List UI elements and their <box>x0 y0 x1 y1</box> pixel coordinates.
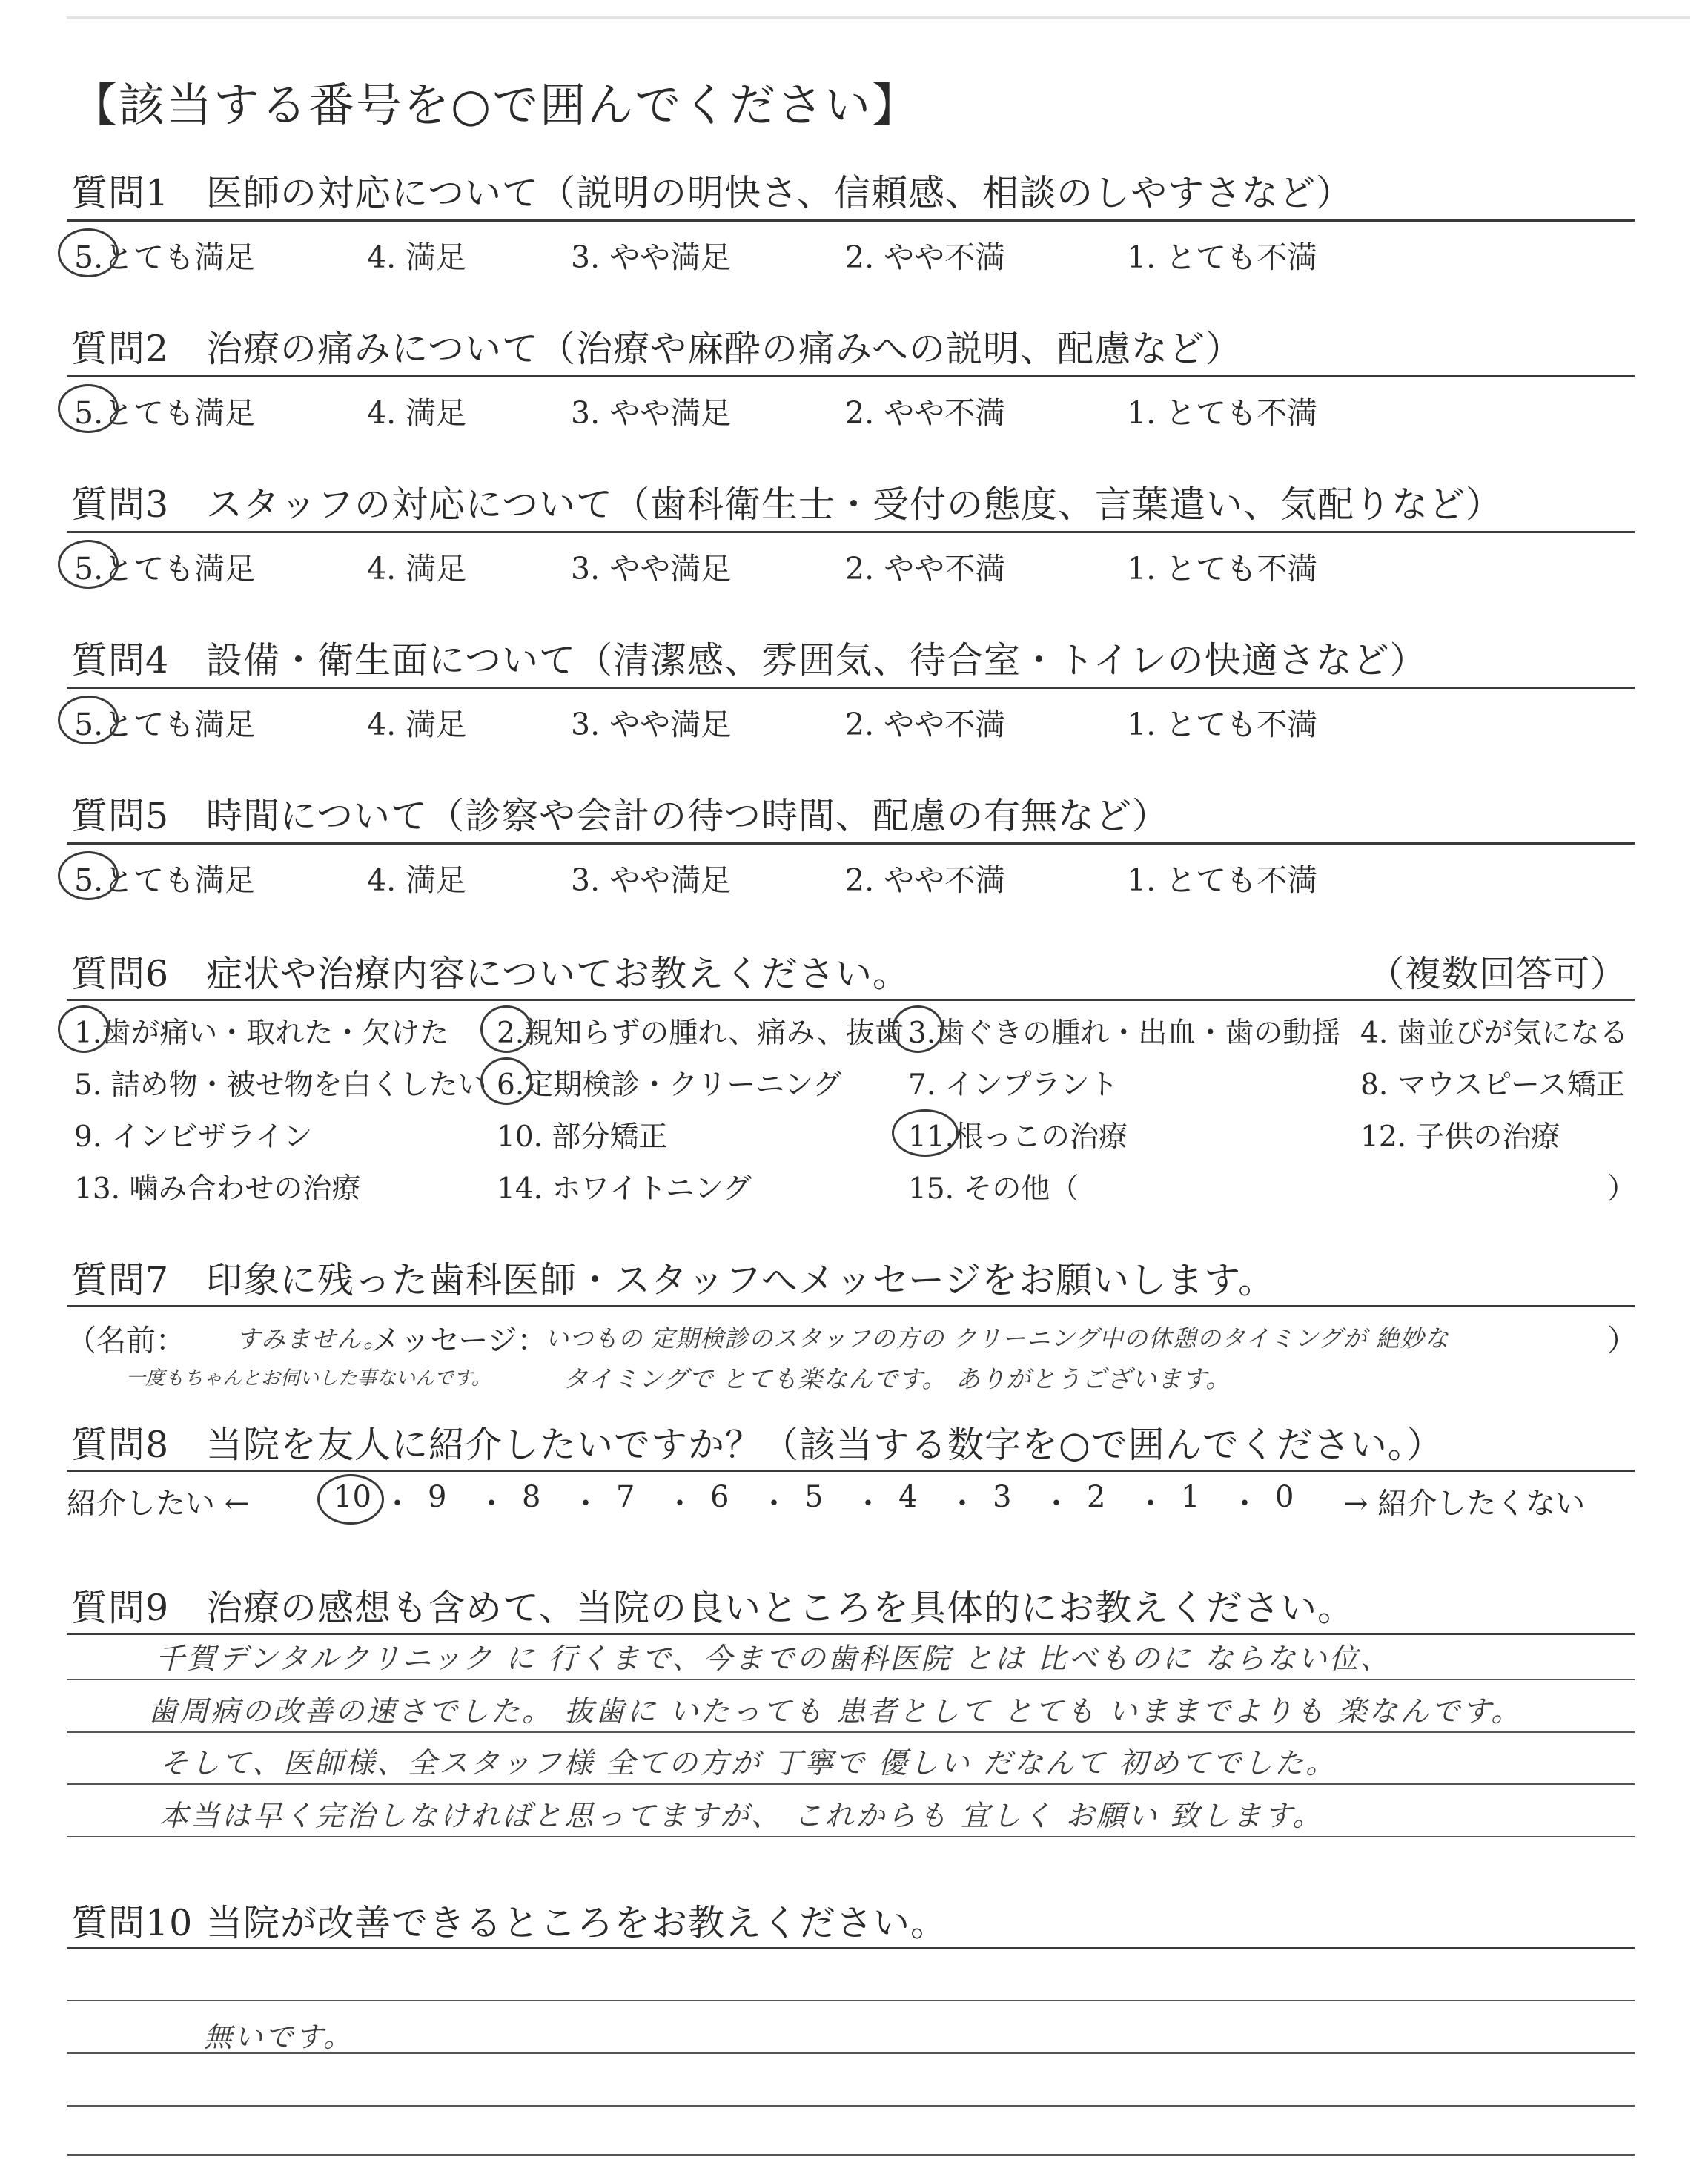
selection-circle <box>892 1005 944 1053</box>
rating-option[interactable]: 5.とても満足 <box>74 551 256 587</box>
name-value[interactable]: すみません。 <box>236 1324 388 1353</box>
symptom-option[interactable]: 14. ホワイトニング <box>497 1172 752 1206</box>
rating-option[interactable]: 2. やや不満 <box>845 707 1006 742</box>
rating-option[interactable]: 3. やや満足 <box>571 551 732 587</box>
question-rule <box>67 1470 1635 1472</box>
recommend-score[interactable]: 8 <box>522 1480 541 1514</box>
recommend-score[interactable]: 6 <box>710 1480 729 1514</box>
selection-circle <box>58 228 119 277</box>
rating-option[interactable]: 1. とても不満 <box>1127 551 1318 587</box>
recommend-score[interactable]: 9 <box>428 1480 447 1514</box>
question-rule <box>67 1633 1635 1635</box>
answer-line-text[interactable]: 千賀デンタルクリニック に 行くまで、今までの歯科医院 とは 比べものに ならない位、 <box>156 1642 1391 1676</box>
symptom-option[interactable]: 7. インプラント <box>908 1069 1119 1102</box>
question-rule <box>67 1305 1635 1307</box>
question-text: 当院を友人に紹介したいですか？（該当する数字を○で囲んでください。） <box>206 1424 1444 1466</box>
question-label: 質問9 <box>71 1587 170 1629</box>
scale-separator: ・ <box>759 1487 789 1521</box>
symptom-option[interactable]: 1.歯が痛い・取れた・欠けた <box>74 1017 449 1050</box>
answer-text[interactable]: 無いです。 <box>204 2021 354 2053</box>
multiple-answer-note: （複数回答可） <box>1368 953 1628 995</box>
rating-option[interactable]: 4. 満足 <box>367 551 467 587</box>
rating-option[interactable]: 5.とても満足 <box>74 707 256 742</box>
rating-option[interactable]: 4. 満足 <box>367 707 467 742</box>
symptom-option[interactable]: 6.定期検診・クリーニング <box>497 1069 842 1102</box>
question-text: 治療の痛みについて（治療や麻酔の痛みへの説明、配慮など） <box>206 328 1243 370</box>
question-label: 質問7 <box>71 1259 170 1301</box>
answer-line-text[interactable]: そして、医師様、全スタッフ様 全ての方が 丁寧で 優しい だなんて 初めてでした。 <box>159 1747 1337 1780</box>
symptom-option[interactable]: 11.根っこの治療 <box>908 1120 1128 1154</box>
question-rule <box>67 531 1635 533</box>
question-label: 質問6 <box>71 953 170 995</box>
scale-separator: ・ <box>571 1487 600 1521</box>
scale-separator: ・ <box>1136 1487 1165 1521</box>
question-rule <box>67 375 1635 377</box>
recommend-left-label: 紹介したい ← <box>67 1487 250 1521</box>
selection-circle <box>58 384 119 433</box>
symptom-option[interactable]: 2.親知らずの腫れ、痛み、抜歯 <box>497 1017 904 1050</box>
message-label: メッセージ： <box>371 1324 547 1358</box>
symptom-option[interactable]: 12. 子供の治療 <box>1360 1120 1560 1154</box>
selection-circle <box>58 1005 110 1053</box>
question-text: 当院が改善できるところをお教えください。 <box>206 1902 948 1944</box>
question-label: 質問3 <box>71 483 170 526</box>
rating-option[interactable]: 1. とても不満 <box>1127 862 1318 898</box>
name-note: 一度もちゃんとお伺いした事ないんです。 <box>126 1367 491 1390</box>
symptom-option[interactable]: 4. 歯並びが気になる <box>1360 1017 1629 1050</box>
question-rule <box>67 999 1635 1001</box>
recommend-score[interactable]: 7 <box>616 1480 635 1514</box>
message-text[interactable]: いつもの 定期検診のスタッフの方の クリーニング中の休憩のタイミングが 絶妙な <box>545 1324 1449 1353</box>
rating-option[interactable]: 1. とても不満 <box>1127 240 1318 275</box>
rating-option[interactable]: 3. やや満足 <box>571 862 732 898</box>
question-text: 印象に残った歯科医師・スタッフへメッセージをお願いします。 <box>206 1259 1276 1301</box>
question-text: スタッフの対応について（歯科衛生士・受付の態度、言葉遣い、気配りなど） <box>206 483 1503 526</box>
rating-option[interactable]: 4. 満足 <box>367 240 467 275</box>
scale-separator: ・ <box>477 1487 506 1521</box>
writing-line <box>67 1836 1635 1837</box>
rating-option[interactable]: 5.とても満足 <box>74 395 256 431</box>
rating-option[interactable]: 1. とても不満 <box>1127 395 1318 431</box>
question-label: 質問8 <box>71 1424 170 1466</box>
scale-separator: ・ <box>1042 1487 1071 1521</box>
rating-option[interactable]: 2. やや不満 <box>845 862 1006 898</box>
rating-option[interactable]: 2. やや不満 <box>845 240 1006 275</box>
question-label: 質問1 <box>71 172 170 214</box>
question-label: 質問10 <box>71 1902 193 1944</box>
scale-separator: ・ <box>947 1487 977 1521</box>
selection-circle <box>58 540 119 589</box>
symptom-option[interactable]: 5. 詰め物・被せ物を白くしたい <box>74 1069 487 1102</box>
rating-option[interactable]: 2. やや不満 <box>845 551 1006 587</box>
writing-line <box>67 2105 1635 2107</box>
selection-circle <box>58 851 119 900</box>
page-title: 【該当する番号を○で囲んでください】 <box>71 78 920 132</box>
question-rule <box>67 842 1635 845</box>
answer-line-text[interactable]: 歯周病の改善の速さでした。 抜歯に いたっても 患者として とても いままでよりも 楽なんです。 <box>148 1695 1523 1728</box>
question-text: 医師の対応について（説明の明快さ、信頼感、相談のしやすさなど） <box>206 172 1354 214</box>
selection-circle <box>58 696 119 744</box>
writing-line <box>67 1731 1635 1733</box>
recommend-score[interactable]: 3 <box>993 1480 1012 1514</box>
question-text: 症状や治療内容についてお教えください。 <box>206 953 910 995</box>
question-label: 質問2 <box>71 328 170 370</box>
scale-separator: ・ <box>383 1487 412 1521</box>
symptom-option[interactable]: 8. マウスピース矯正 <box>1360 1069 1625 1102</box>
recommend-score[interactable]: 4 <box>898 1480 918 1514</box>
name-label: （名前： <box>67 1324 185 1358</box>
rating-option[interactable]: 2. やや不満 <box>845 395 1006 431</box>
symptom-option[interactable]: 3.歯ぐきの腫れ・出血・歯の動揺 <box>908 1017 1341 1050</box>
question-text: 設備・衛生面について（清潔感、雰囲気、待合室・トイレの快適さなど） <box>206 639 1427 681</box>
writing-line <box>67 1783 1635 1785</box>
selection-circle <box>480 1005 532 1053</box>
recommend-right-label: → 紹介したくない <box>1343 1487 1586 1521</box>
question-text: 治療の感想も含めて、当院の良いところを具体的にお教えください。 <box>206 1587 1355 1629</box>
selection-circle <box>892 1109 959 1157</box>
recommend-score[interactable]: 1 <box>1181 1480 1200 1514</box>
recommend-score[interactable]: 0 <box>1275 1480 1294 1514</box>
rating-option[interactable]: 3. やや満足 <box>571 395 732 431</box>
close-paren: ） <box>1607 1324 1637 1358</box>
writing-line <box>67 1679 1635 1680</box>
question-text: 時間について（診察や会計の待つ時間、配慮の有無など） <box>206 795 1170 837</box>
question-label: 質問5 <box>71 795 170 837</box>
scale-separator: ・ <box>665 1487 695 1521</box>
recommend-score[interactable]: 10 <box>334 1480 371 1514</box>
symptom-option[interactable]: 15. その他（ <box>908 1172 1079 1206</box>
message-text-continued[interactable]: タイミングで とても楽なんです。 ありがとうございます。 <box>563 1364 1231 1393</box>
rating-option[interactable]: 3. やや満足 <box>571 240 732 275</box>
rating-option[interactable]: 5.とても満足 <box>74 240 256 275</box>
writing-line <box>67 2154 1635 2156</box>
rating-option[interactable]: 3. やや満足 <box>571 707 732 742</box>
question-label: 質問4 <box>71 639 170 681</box>
recommend-score[interactable]: 5 <box>804 1480 824 1514</box>
selection-circle <box>317 1474 384 1525</box>
answer-line-text[interactable]: 本当は早く完治しなければと思ってますが、 これからも 宜しく お願い 致します。 <box>159 1800 1324 1833</box>
symptom-option[interactable]: 13. 噛み合わせの治療 <box>74 1172 361 1206</box>
rating-option[interactable]: 5.とても満足 <box>74 862 256 898</box>
selection-circle <box>480 1057 532 1105</box>
scale-separator: ・ <box>1230 1487 1260 1521</box>
recommend-score[interactable]: 2 <box>1087 1480 1106 1514</box>
writing-line <box>67 2000 1635 2001</box>
top-border <box>67 16 1690 19</box>
question-rule <box>67 687 1635 689</box>
symptom-option[interactable]: 10. 部分矯正 <box>497 1120 668 1154</box>
question-rule <box>67 219 1635 222</box>
rating-option[interactable]: 4. 満足 <box>367 862 467 898</box>
symptom-option[interactable]: 9. インビザライン <box>74 1120 313 1154</box>
question-rule <box>67 1947 1635 1949</box>
rating-option[interactable]: 4. 満足 <box>367 395 467 431</box>
symptom-option: ） <box>1607 1172 1637 1206</box>
rating-option[interactable]: 1. とても不満 <box>1127 707 1318 742</box>
scale-separator: ・ <box>853 1487 883 1521</box>
